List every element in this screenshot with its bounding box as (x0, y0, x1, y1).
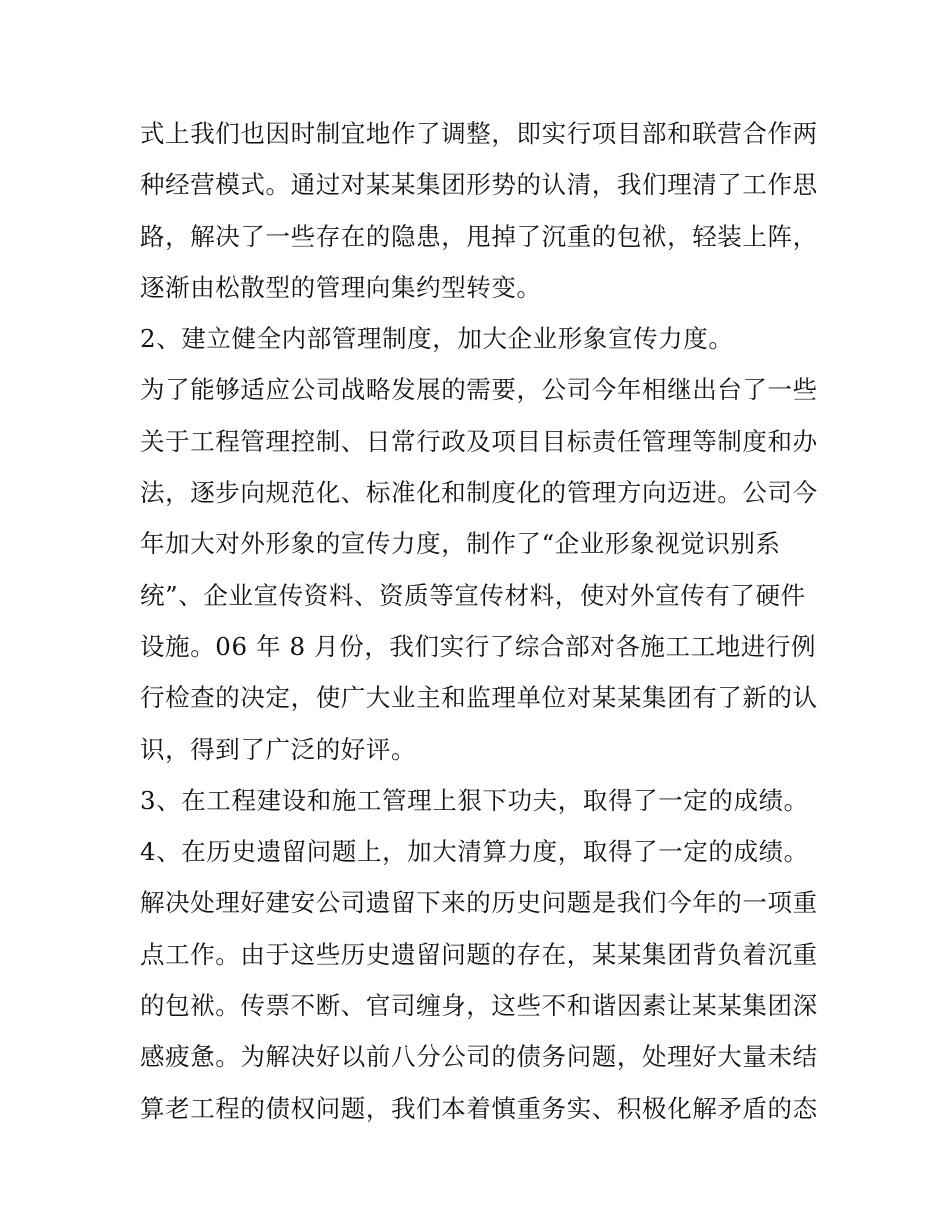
text-line: 行检查的决定，使广大业主和监理单位对某某集团有了新的认 (140, 683, 818, 713)
text-line: 算老工程的债权问题，我们本着慎重务实、积极化解矛盾的态 (140, 1093, 818, 1123)
text-line: 统”、企业宣传资料、资质等宣传材料，使对外宣传有了硬件 (140, 580, 806, 610)
document-body (140, 108, 820, 1134)
text-line: 感疲惫。为解决好以前八分公司的债务问题，处理好大量未结 (140, 1042, 818, 1072)
text-line: 点工作。由于这些历史遗留问题的存在，某某集团背负着沉重 (140, 939, 818, 969)
text-line: 路，解决了一些存在的隐患，甩掉了沉重的包袱，轻装上阵， (140, 221, 818, 251)
text-line: 逐渐由松散型的管理向集约型转变。 (140, 272, 542, 302)
section-heading-2: 2、建立健全内部管理制度，加大企业形象宣传力度。 (140, 324, 734, 354)
text-line: 解决处理好建安公司遗留下来的历史问题是我们今年的一项重 (140, 888, 818, 918)
text-line: 设施。06 年 8 月份，我们实行了综合部对各施工工地进行例 (140, 631, 817, 661)
text-line: 识，得到了广泛的好评。 (140, 734, 417, 764)
section-heading-4: 4、在历史遗留问题上，加大清算力度，取得了一定的成绩。 (140, 837, 809, 867)
text-line: 式上我们也因时制宜地作了调整，即实行项目部和联营合作两 (140, 119, 818, 148)
text-line: 关于工程管理控制、日常行政及项目目标责任管理等制度和办 (140, 426, 818, 456)
text-line: 种经营模式。通过对某某集团形势的认清，我们理清了工作思 (140, 170, 818, 200)
text-line: 的包袱。传票不断、官司缠身，这些不和谐因素让某某集团深 (140, 991, 818, 1021)
text-line: 为了能够适应公司战略发展的需要，公司今年相继出台了一些 (140, 375, 818, 405)
text-line: 年加大对外形象的宣传力度，制作了“企业形象视觉识别系 (140, 529, 781, 559)
text-line: 法，逐步向规范化、标准化和制度化的管理方向迈进。公司今 (140, 478, 818, 508)
section-heading-3: 3、在工程建设和施工管理上狠下功夫，取得了一定的成绩。 (140, 785, 809, 815)
